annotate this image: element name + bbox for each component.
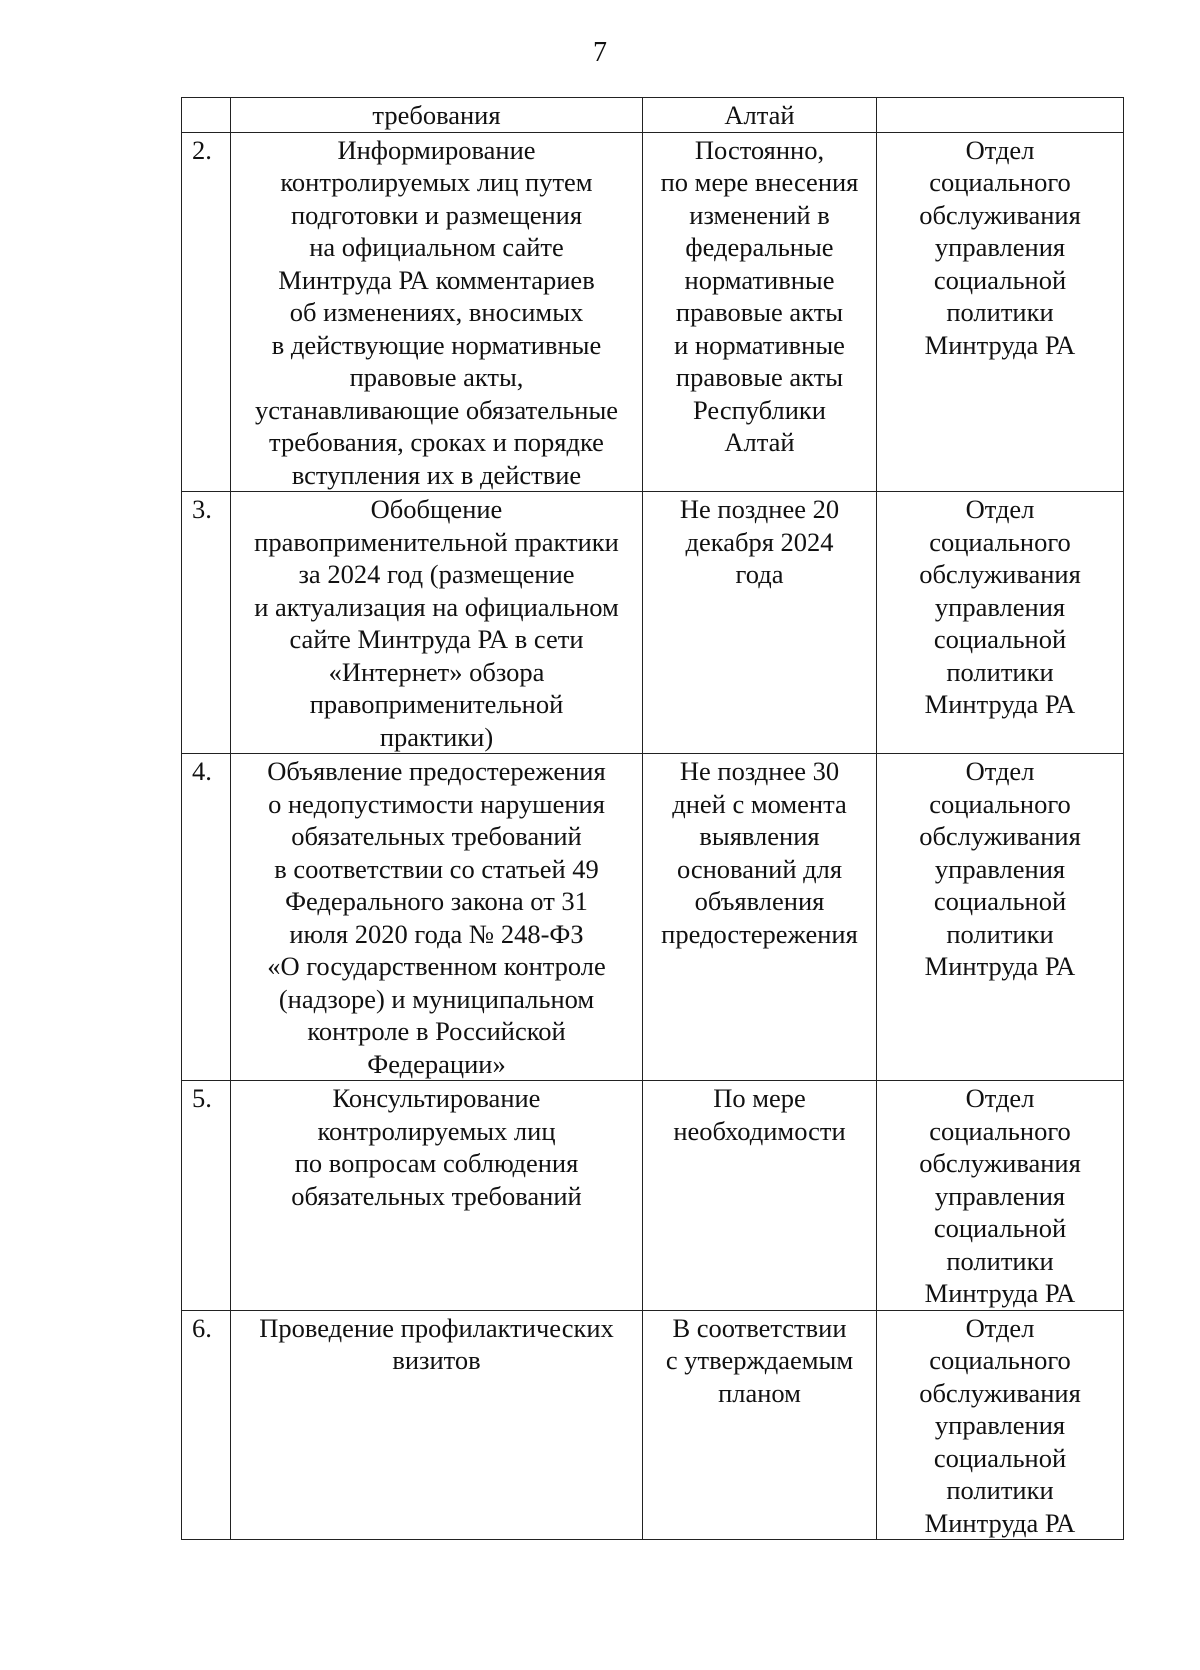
table-row — [182, 1310, 1124, 1540]
row-number: 5. — [182, 1081, 231, 1311]
responsible-cell: Отдел социального обслуживания управления социальной политики Минтруда РА — [877, 1081, 1124, 1311]
table-row — [182, 132, 1124, 492]
deadline-cell: Не позднее 20 декабря 2024 года — [643, 492, 877, 754]
deadline-cell: Алтай — [643, 98, 877, 133]
activity-cell: Информирование контролируемых лиц путем подготовки и размещения на официальном сайте Минтруда РА комментариев об изменениях, вносимых в действующие нормативные правовые акты, устанавливающие обязательные требования, сроках и порядке вступления их в действие — [231, 132, 643, 492]
row-number: 3. — [182, 492, 231, 754]
table-row — [182, 492, 1124, 754]
deadline-cell: В соответствии с утверждаемым планом — [643, 1310, 877, 1540]
activity-cell: Проведение профилактических визитов — [231, 1310, 643, 1540]
table-row-continuation — [182, 98, 1124, 133]
responsible-cell: Отдел социального обслуживания управления социальной политики Минтруда РА — [877, 1310, 1124, 1540]
activity-cell: требования — [231, 98, 643, 133]
table-row — [182, 1081, 1124, 1311]
deadline-cell: По мере необходимости — [643, 1081, 877, 1311]
activity-cell: Консультирование контролируемых лиц по вопросам соблюдения обязательных требований — [231, 1081, 643, 1311]
row-number: 6. — [182, 1310, 231, 1540]
responsible-cell: Отдел социального обслуживания управления социальной политики Минтруда РА — [877, 754, 1124, 1081]
activity-cell: Обобщение правоприменительной практики за 2024 год (размещение и актуализация на официальном сайте Минтруда РА в сети «Интернет» обзора правоприменительной практики) — [231, 492, 643, 754]
deadline-cell: Постоянно, по мере внесения изменений в федеральные нормативные правовые акты и нормативные правовые акты Республики Алтай — [643, 132, 877, 492]
row-number: 2. — [182, 132, 231, 492]
row-number: 4. — [182, 754, 231, 1081]
page-number: 7 — [593, 37, 607, 68]
responsible-cell: Отдел социального обслуживания управления социальной политики Минтруда РА — [877, 132, 1124, 492]
measures-table — [181, 97, 1124, 1540]
deadline-cell: Не позднее 30 дней с момента выявления оснований для объявления предостережения — [643, 754, 877, 1081]
row-number — [182, 98, 231, 133]
responsible-cell: Отдел социального обслуживания управления социальной политики Минтруда РА — [877, 492, 1124, 754]
responsible-cell — [877, 98, 1124, 133]
activity-cell: Объявление предостережения о недопустимости нарушения обязательных требований в соответствии со статьей 49 Федерального закона от 31 июля 2020 года № 248-ФЗ «О государственном контроле (надзоре) и муниципальном контроле в Российской Федерации» — [231, 754, 643, 1081]
table-row — [182, 754, 1124, 1081]
